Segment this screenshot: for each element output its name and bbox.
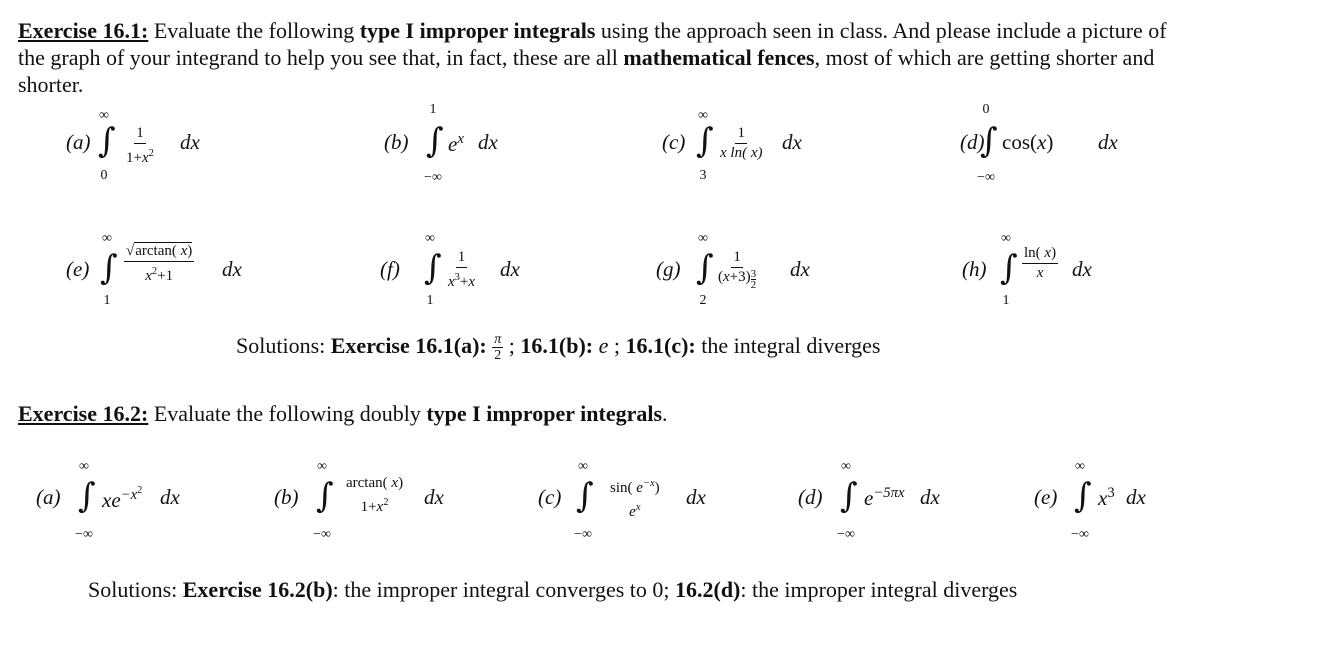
ex2-text-2: . [662, 401, 668, 426]
lower-limit: 1 [1002, 293, 1010, 308]
integral-16-1-g [656, 227, 826, 327]
denominator: $x^3+x$ [448, 272, 476, 290]
ex1-bold-1: type I improper integrals [359, 18, 596, 43]
upper-limit: ∞ [102, 231, 112, 246]
integrand [124, 243, 194, 285]
integral-sign: ∫ [78, 476, 96, 516]
dx: dx [920, 485, 940, 509]
dx: dx [500, 257, 520, 281]
sol-a-den: 2 [494, 348, 502, 364]
upper-limit: ∞ [1075, 459, 1085, 474]
integral-16-1-b [384, 100, 534, 190]
integral-sign: ∫ [840, 476, 858, 516]
upper-limit: ∞ [1001, 231, 1011, 246]
lower-limit: 2 [699, 293, 707, 308]
denominator: (x+3) $^{\frac{3}{2}}$ [718, 268, 757, 291]
lower-limit: 1 [103, 293, 111, 308]
numerator: 1 [735, 125, 747, 144]
dx: dx [790, 257, 810, 281]
integral-16-2-d [798, 455, 968, 545]
integral-label: (b) [274, 485, 299, 509]
numerator: 1 [731, 249, 743, 268]
lower-limit: −∞ [837, 527, 855, 542]
sol-b-label: Exercise 16.2(b) [182, 577, 333, 602]
ex1-text-1: Evaluate the following [148, 18, 360, 43]
integral-16-2-b [274, 455, 454, 545]
integral-sign: ∫ [316, 476, 334, 516]
lower-limit: −∞ [313, 527, 331, 542]
integrand [446, 249, 477, 291]
lower-limit: −∞ [75, 527, 93, 542]
upper-limit: ∞ [578, 459, 588, 474]
sol-b-value: e [598, 333, 609, 358]
upper-limit: ∞ [698, 231, 708, 246]
denominator: $e^x$ [629, 502, 641, 520]
integral-label: (e) [1034, 485, 1058, 509]
upper-limit: ∞ [841, 459, 851, 474]
integrand [608, 475, 662, 521]
dx: dx [782, 130, 802, 154]
integral-label: (d) [798, 485, 823, 509]
integral-sign: ∫ [426, 121, 444, 161]
denominator: $1+x^2$ [360, 497, 389, 515]
sol-d-value: : the improper integral diverges [740, 577, 1018, 602]
integral-label: (f) [380, 257, 400, 281]
denominator: x [1036, 265, 1044, 281]
denominator: $x^2+1$ [145, 266, 174, 284]
upper-limit: ∞ [317, 459, 327, 474]
numerator: arctan( x) [346, 475, 404, 491]
integral-sign: ∫ [100, 248, 118, 288]
integrand: $x^3$ [1098, 485, 1115, 510]
lower-limit: 0 [100, 168, 108, 183]
upper-limit: ∞ [79, 459, 89, 474]
sol-a-num: π [494, 332, 502, 348]
dx: dx [222, 257, 242, 281]
upper-limit: ∞ [425, 231, 435, 246]
integral-sign: ∫ [696, 121, 714, 161]
ex1-text-2: using the approach seen in class. And please include a picture of the graph of your integrand to help you see that, in fact, these are all [18, 18, 1167, 70]
numerator: 1 [134, 125, 146, 144]
sol-b-label: 16.1(b): [520, 333, 599, 358]
integral-16-1-h [962, 227, 1112, 317]
denominator: $1+x^2$ [126, 148, 154, 166]
integral-sign: ∫ [1000, 248, 1018, 288]
integral-sign: ∫ [1074, 476, 1092, 516]
integrand [718, 125, 764, 162]
integral-sign: ∫ [980, 121, 998, 161]
integral-label: (g) [656, 257, 681, 281]
integral-16-1-c [662, 100, 822, 190]
upper-limit: 0 [982, 102, 990, 117]
integral-16-2-a [36, 455, 206, 545]
sol-b-value: : the improper integral converges to 0; [332, 577, 675, 602]
lower-limit: 3 [699, 168, 707, 183]
integral-16-1-a [66, 100, 216, 190]
solutions-prefix: Solutions: [236, 333, 331, 358]
integrand: $e^{-5\pi x}$ [864, 485, 905, 510]
exercise-16-1-title: Exercise 16.1: [18, 18, 149, 43]
integral-label: (b) [384, 130, 409, 154]
upper-limit: ∞ [99, 108, 109, 123]
sol-d-label: 16.2(d) [675, 577, 741, 602]
ex1-text-3: , most of which are getting shorter and shorter. [18, 45, 1155, 97]
integral-label: (c) [538, 485, 562, 509]
lower-limit: −∞ [1071, 527, 1089, 542]
integrand [344, 475, 405, 516]
sol-c-label: 16.1(c): [625, 333, 696, 358]
integral-16-1-e [66, 227, 256, 317]
solutions-16-1 [236, 332, 880, 362]
integral-label: (h) [962, 257, 987, 281]
exercise-16-2-text [18, 400, 1188, 427]
integral-16-2-e [1034, 455, 1164, 545]
sol-c-value: the integral diverges [695, 333, 881, 358]
integral-16-1-d [960, 100, 1130, 190]
solutions-16-2 [88, 576, 1017, 603]
numerator: √arctan( x) [124, 243, 194, 262]
integral-sign: ∫ [696, 248, 714, 288]
dx: dx [424, 485, 444, 509]
integrand [716, 249, 758, 290]
pi-over-2 [492, 333, 503, 362]
integrand: $e^x$ [448, 131, 464, 156]
ex2-text-1: Evaluate the following doubly [148, 401, 427, 426]
integral-sign: ∫ [424, 248, 442, 288]
dx: dx [1126, 485, 1146, 509]
lower-limit: 1 [426, 293, 434, 308]
integrand [1022, 245, 1058, 282]
dx: dx [180, 130, 200, 154]
integral-16-2-c [538, 455, 718, 545]
integral-16-1-f [380, 227, 540, 317]
exercise-16-1-text [18, 17, 1188, 98]
lower-limit: −∞ [424, 170, 442, 185]
sol-a-label: Exercise 16.1(a): [330, 333, 493, 358]
dx: dx [686, 485, 706, 509]
sep-2: ; [608, 333, 626, 358]
ex1-bold-2: mathematical fences [623, 45, 815, 70]
lower-limit: −∞ [977, 170, 995, 185]
solutions-prefix: Solutions: [88, 577, 183, 602]
exercise-16-2-title: Exercise 16.2: [18, 401, 149, 426]
integral-label: (a) [66, 130, 91, 154]
integral-label: (c) [662, 130, 686, 154]
dx: dx [478, 130, 498, 154]
sep-1: ; [503, 333, 521, 358]
integral-label: (e) [66, 257, 90, 281]
integrand [124, 125, 156, 167]
dx: dx [160, 485, 180, 509]
dx: dx [1072, 257, 1092, 281]
integral-label: (a) [36, 485, 61, 509]
integral-label: (d) [960, 130, 985, 154]
ex2-bold-1: type I improper integrals [426, 401, 663, 426]
integral-sign: ∫ [98, 121, 116, 161]
numerator: ln( x) [1022, 245, 1058, 264]
dx: dx [1098, 130, 1118, 154]
denominator: x ln( x) [720, 145, 763, 161]
lower-limit: −∞ [574, 527, 592, 542]
upper-limit: ∞ [698, 108, 708, 123]
numerator: sin( $e^{-x}$) [610, 478, 660, 496]
integrand: cos(x) [1002, 130, 1054, 154]
integral-sign: ∫ [576, 476, 594, 516]
numerator: 1 [456, 249, 468, 268]
upper-limit: 1 [429, 102, 437, 117]
integrand: $xe^{-x^2}$ [102, 485, 143, 512]
